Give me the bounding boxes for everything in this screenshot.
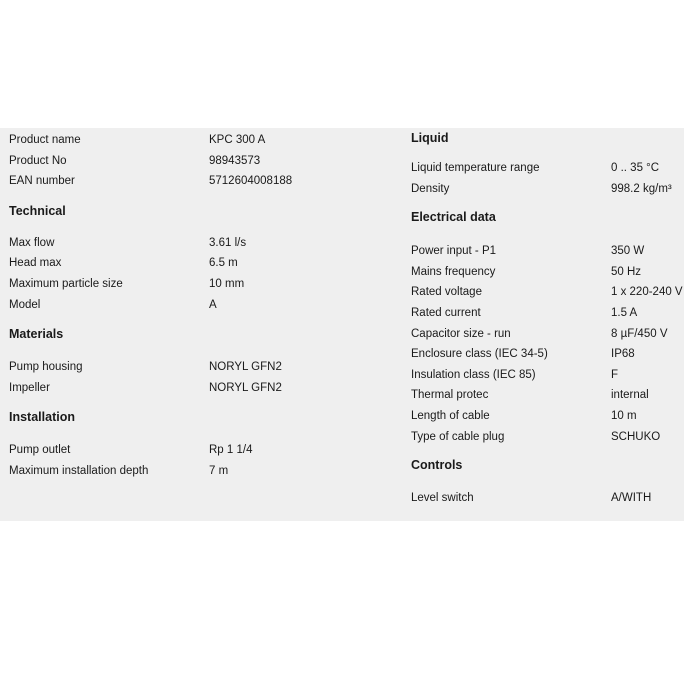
spec-value: Rp 1 1/4 [209, 444, 253, 457]
spec-label: Level switch [411, 492, 474, 505]
section-title-materials: Materials [9, 327, 64, 342]
section-title-electrical: Electrical data [411, 210, 496, 225]
spec-label: Enclosure class (IEC 34-5) [411, 348, 548, 361]
spec-label: Rated current [411, 306, 481, 319]
spec-label: Head max [9, 257, 62, 270]
spec-value: 1.5 A [611, 306, 638, 319]
spec-value: F [611, 368, 619, 381]
spec-value: IP68 [611, 348, 635, 361]
spec-row [411, 344, 681, 365]
spec-value: NORYL GFN2 [209, 381, 282, 394]
spec-row [9, 461, 329, 482]
spec-value: 8 µF/450 V [611, 327, 668, 340]
section-title-liquid: Liquid [411, 131, 449, 145]
spec-row [411, 158, 681, 179]
spec-value: KPC 300 A [209, 134, 266, 146]
spec-sheet [0, 128, 684, 521]
spec-value: 0 .. 35 °C [611, 162, 660, 174]
spec-row-product-name [9, 130, 329, 151]
section-title-technical: Technical [9, 203, 66, 218]
spec-label: Model [9, 298, 41, 311]
spec-label: Power input - P1 [411, 245, 497, 258]
spec-row [411, 179, 681, 200]
spec-value: SCHUKO [611, 430, 661, 443]
section-title-installation: Installation [9, 410, 75, 425]
spec-label: Thermal protec [411, 389, 489, 402]
spec-value: 10 mm [209, 277, 245, 290]
spec-row [9, 378, 329, 399]
spec-label: Type of cable plug [411, 430, 505, 443]
spec-value: 5712604008188 [209, 175, 293, 188]
spec-row [411, 406, 681, 427]
spec-row-product-no [9, 151, 329, 172]
spec-row [411, 385, 681, 406]
spec-value: 3.61 l/s [209, 236, 247, 249]
spec-label: Rated voltage [411, 286, 482, 299]
spec-value: A [209, 298, 217, 311]
spec-value: 7 m [209, 464, 229, 477]
right-column [411, 128, 681, 509]
spec-label: Length of cable [411, 409, 490, 422]
section-title-controls: Controls [411, 458, 463, 473]
spec-label: Insulation class (IEC 85) [411, 368, 536, 381]
spec-label: Maximum particle size [9, 277, 123, 290]
spec-label: Density [411, 182, 450, 195]
spec-row [9, 233, 329, 254]
spec-label: Capacitor size - run [411, 327, 511, 340]
spec-row [9, 253, 329, 274]
spec-row [9, 440, 329, 461]
spec-value: A/WITH [611, 492, 652, 505]
spec-row [411, 427, 681, 448]
spec-value: 6.5 m [209, 257, 238, 270]
spec-row [9, 274, 329, 295]
spec-label: Impeller [9, 381, 50, 394]
spec-row-ean [9, 171, 329, 192]
spec-row [9, 295, 329, 316]
left-column [9, 128, 329, 482]
spec-row [411, 365, 681, 386]
spec-label: Product name [9, 134, 81, 146]
spec-row [411, 488, 681, 509]
spec-value: 1 x 220-240 V [611, 286, 683, 299]
spec-label: Max flow [9, 236, 55, 249]
spec-row [411, 303, 681, 324]
spec-row [411, 282, 681, 303]
spec-row [411, 262, 681, 283]
spec-value: 998.2 kg/m³ [611, 182, 672, 195]
spec-value: NORYL GFN2 [209, 361, 282, 374]
spec-label: EAN number [9, 175, 75, 188]
spec-value: 98943573 [209, 154, 261, 167]
spec-value: 10 m [611, 409, 637, 422]
spec-value: internal [611, 389, 649, 402]
spec-label: Mains frequency [411, 265, 496, 278]
spec-label: Pump housing [9, 361, 83, 374]
spec-value: 50 Hz [611, 265, 642, 278]
spec-value: 350 W [611, 245, 645, 258]
spec-row [411, 324, 681, 345]
spec-label: Maximum installation depth [9, 464, 149, 477]
spec-label: Liquid temperature range [411, 162, 540, 174]
spec-label: Pump outlet [9, 444, 71, 457]
spec-row [9, 357, 329, 378]
spec-label: Product No [9, 154, 67, 167]
spec-row [411, 241, 681, 262]
